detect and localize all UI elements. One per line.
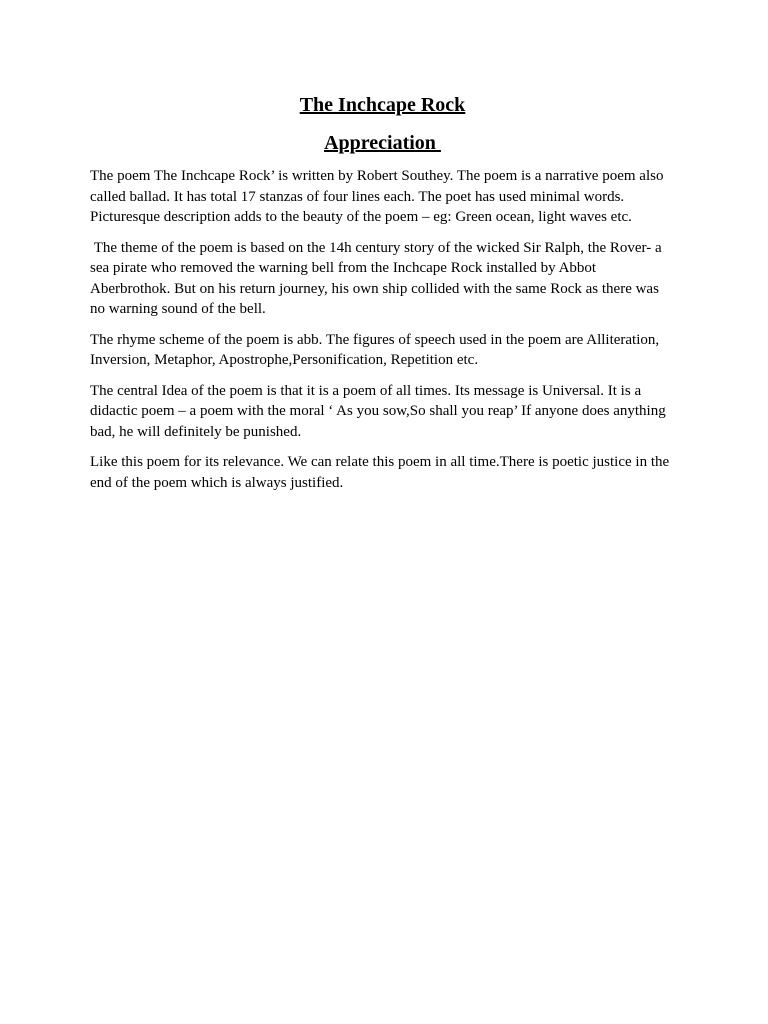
document-subtitle: Appreciation: [324, 132, 441, 154]
document-body: [90, 166, 675, 493]
paragraph-theme: The theme of the poem is based on the 14h century story of the wicked Sir Ralph, the Rover- a sea pirate who removed the warning bell from the Inchcape Rock installed by Abbot Aberbrothok. But on his return journey, his own ship collided with the same Rock as there was no warning sound of the bell.: [90, 239, 666, 317]
paragraph-introduction: The poem The Inchcape Rock’ is written by Robert Southey. The poem is a narrative poem also called ballad. It has total 17 stanzas of four lines each. The poet has used minimal words. Picturesque description adds to the beauty of the poem – eg: Green ocean, light waves etc.: [90, 168, 668, 225]
paragraph-conclusion: Like this poem for its relevance. We can relate this poem in all time.There is poetic justice in the end of the poem which is always justified.: [90, 454, 673, 491]
paragraph-central-idea: The central Idea of the poem is that it is a poem of all times. Its message is Universal. It is a didactic poem – a poem with the moral ‘ As you sow,So shall you reap’ If anyone does anything bad, he will definitely be punished.: [90, 382, 670, 440]
document-page: [90, 92, 675, 503]
document-title: The Inchcape Rock: [299, 94, 466, 116]
paragraph-rhyme-scheme: The rhyme scheme of the poem is abb. The figures of speech used in the poem are Alliteration, Inversion, Metaphor, Apostrophe,Personification, Repetition etc.: [90, 331, 663, 368]
